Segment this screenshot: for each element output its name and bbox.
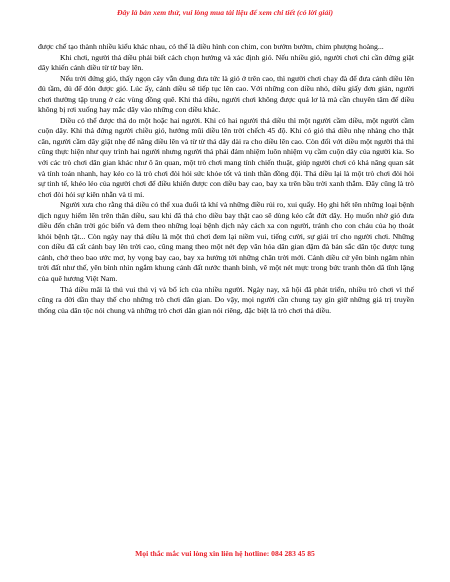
paragraph: Khi chơi, người thả diều phải biết cách chọn hướng và xác định gió. Nếu nhiều gió, người chơi chỉ cần đứng giật dây khiến cánh diều từ từ bay lên. [38, 52, 414, 73]
paragraph: Người xưa cho rằng thả diều có thể xua đuổi tà khí và những điều rủi ro, xui quẩy. Họ ghi hết tên những loại bệnh dịch nguy hiểm lên trên thân diều, sau khi đã thả cho diều bay thật cao sẽ dùng kéo cắt đứt dây. Họ muốn nhờ gió đưa diều đến chân trời góc biển và đem theo những loại bệnh dịch này cách xa con người, tránh cho con cháu của họ thoát khỏi bệnh tật... Còn ngày nay thả diều là một thú chơi đem lại niềm vui, tiếng cười, sự giải trí cho người chơi. Những con diều đã cất cánh bay lên trời cao, cũng mang theo một nét đẹp văn hóa dân gian đậm đà bản sắc dân tộc được tung cánh, chở theo bao ước mơ, hy vọng bay cao, bay xa hướng tới những chân trời mới. Cánh diều cứ yên bình ngâm nhìn trời đất như thế, yên bình nhìn ngắm khung cảnh đất nước thanh bình, vẽ một nét mực trong bức tranh thôn dã tĩnh lặng của quê hương Việt Nam. [38, 200, 414, 284]
preview-notice-header: Đây là bản xem thử, vui lòng mua tài liệu để xem chi tiết (có lời giải) [117, 8, 333, 17]
paragraph: Thả diều mãi là thú vui thú vị và bổ ích của nhiều người. Ngày nay, xã hội đã phát triển, nhiều trò chơi vì thế cũng ra đời dần thay thế cho những trò chơi dân gian. Do vậy, mọi người cần chung tay gìn giữ những giá trị truyền thống của dân tộc nói chung và những trò chơi dân gian nói riêng, đặc biệt là trò chơi thả diều. [38, 284, 414, 315]
paragraph: Nếu trời đứng gió, thấy ngọn cây vẫn đung đưa tức là gió ở trên cao, thì người chơi chạy đà để đưa cánh diều lên đủ tầm, đủ để đón được gió. Lúc ấy, cánh diều sẽ tiếp tục lên cao. Với những con diều nhỏ, diều giấy đơn giản, người chơi thường tập trung ở các vùng đồng quê. Khi thả diều, người chơi không được quá lơ là mà cần chuyên tâm để diều không bị rơi xuống hay mắc dây vào những con diều khác. [38, 73, 414, 115]
hotline-footer: Mọi thắc mắc vui lòng xin liên hệ hotline: 084 283 45 85 [135, 549, 315, 558]
paragraph: Diều có thể được thả do một hoặc hai người. Khi có hai người thả diều thì một người cầm diều, một người cầm cuộn dây. Khi thả đứng người chiều gió, hướng mũi diều lên trời chếch 45 độ. Khi có gió thả diều nhẹ nhàng cho thật cân, người cầm dây giật nhẹ để nâng diều lên và từ từ thả dây dài ra cho diều lên cao. Còn đối với diều một người thả thì cũng thực hiện như quy trình hai người nhưng người thả phải đảm nhiệm luôn nhiệm vụ cầm cuộn dây của người kia. So với các trò chơi dân gian khác như ô ăn quan, một trò chơi mang tính chiến thuật, giúp người chơi có khả năng quan sát và tính toán nhanh, hay kéo co là trò chơi đòi hỏi sức khỏe tốt và tinh thần đồng đội. Thả diều lại là một trò chơi đòi hỏi sự tinh tế, khéo léo của người chơi để điều khiển được con diều bay cao, bay xa trên bầu trời xanh thẳm. Đây cũng là trò chơi đòi hỏi sự kiên nhẫn và tỉ mỉ. [38, 115, 414, 199]
paragraph-continuation: được chế tạo thành nhiều kiểu khác nhau, có thể là diều hình con chim, con bướm bướm, chim phượng hoàng... [38, 42, 384, 51]
document-body [38, 42, 414, 316]
